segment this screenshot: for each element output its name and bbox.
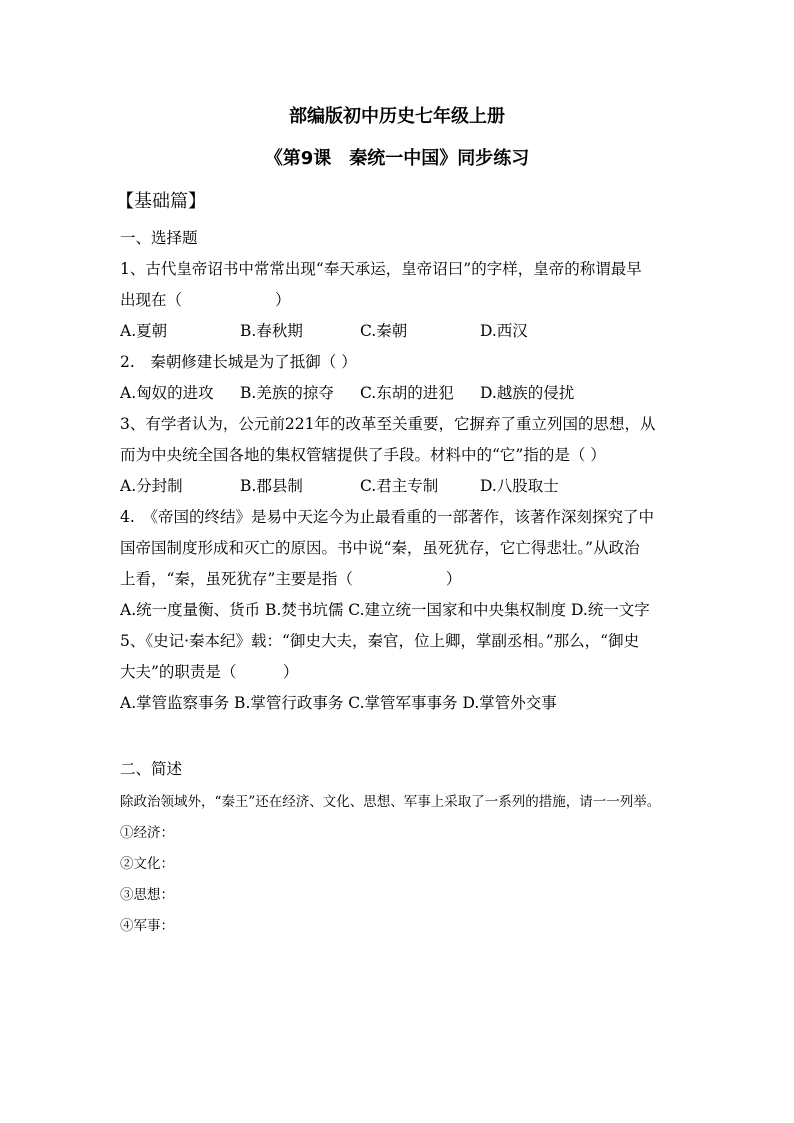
- q3-option-b: B.郡县制: [240, 477, 303, 495]
- q3-option-d: D.八股取士: [480, 477, 559, 495]
- q1-line1: 1、古代皇帝诏书中常常出现“奉天承运，皇帝诏曰”的字样，皇帝的称谓最早: [120, 260, 642, 278]
- q2-option-a: A.匈奴的进攻: [120, 384, 214, 402]
- lesson-subtitle: 《第9课 秦统一中国》同步练习: [264, 148, 530, 169]
- part2-heading: 二、简述: [120, 760, 183, 778]
- q2-options: [120, 381, 574, 405]
- q4-options: A.统一度量衡、货币 B.焚书坑儒 C.建立统一国家和中央集权制度 D.统一文字: [120, 601, 650, 619]
- q3-option-a: A.分封制: [120, 477, 183, 495]
- part2-prompt: 除政治领域外，“秦王”还在经济、文化、思想、军事上采取了一系列的措施，请一一列举。: [120, 794, 661, 810]
- item-military: ④军事：: [120, 918, 174, 934]
- item-economy: ①经济：: [120, 825, 174, 841]
- part1-heading: 一、选择题: [120, 229, 198, 247]
- q4-line3: 上看，“秦，虽死犹存”主要是指（ ）: [120, 570, 462, 588]
- q3-line1: 3、有学者认为，公元前221年的改革至关重要，它摒弃了重立列国的思想，从: [120, 415, 656, 433]
- q1-options: [120, 319, 528, 343]
- q1-option-d: D.西汉: [480, 322, 528, 340]
- q3-options: [120, 474, 559, 498]
- q5-line1: 5、《史记·秦本纪》载：“御史大夫，秦官，位上卿，掌副丞相。”那么，“御史: [120, 632, 640, 650]
- item-thought: ③思想：: [120, 887, 174, 903]
- q2-option-c: C.东胡的进犯: [360, 384, 454, 402]
- q2-line1: 2. 秦朝修建长城是为了抵御（ ）: [120, 353, 357, 371]
- q1-option-a: A.夏朝: [120, 322, 168, 340]
- q2-option-b: B.羌族的掠夺: [240, 384, 334, 402]
- q5-options: A.掌管监察事务 B.掌管行政事务 C.掌管军事事务 D.掌管外交事: [120, 694, 557, 712]
- q1-option-b: B.春秋期: [240, 322, 303, 340]
- q4-line2: 国帝国制度形成和灭亡的原因。书中说“秦，虽死犹存，它亡得悲壮。”从政治: [120, 539, 640, 557]
- q3-option-c: C.君主专制: [360, 477, 439, 495]
- q4-line1: 4. 《帝国的终结》是易中天迄今为止最看重的一部著作，该著作深刻探究了中: [120, 508, 655, 526]
- document-title: 部编版初中历史七年级上册: [289, 106, 505, 127]
- q2-option-d: D.越族的侵扰: [480, 384, 575, 402]
- q1-line2: 出现在（ ）: [120, 291, 291, 309]
- item-culture: ②文化：: [120, 856, 174, 872]
- q1-option-c: C.秦朝: [360, 322, 408, 340]
- q3-line2: 而为中央统全国各地的集权管辖提供了手段。材料中的“它”指的是（ ）: [120, 446, 606, 464]
- q5-line2: 大夫”的职责是（ ）: [120, 663, 299, 681]
- section-heading: 【基础篇】: [116, 191, 206, 212]
